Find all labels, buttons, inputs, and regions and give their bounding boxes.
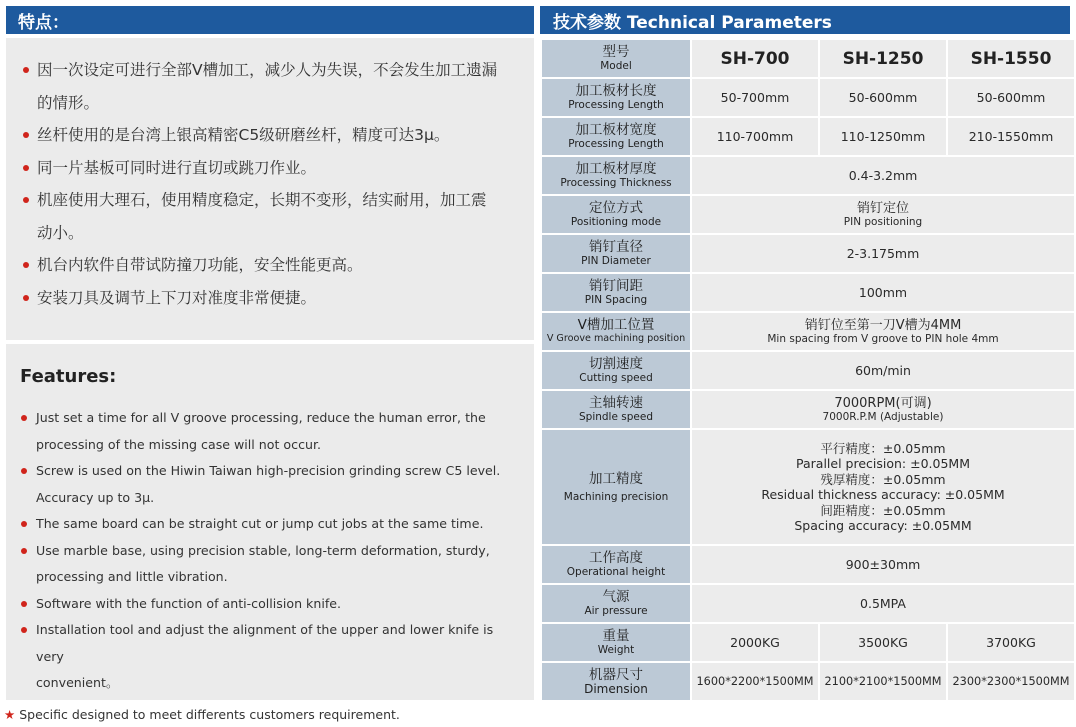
label-processing-length: 加工板材长度 Processing Length (542, 79, 690, 116)
table-cell: 110-1250mm (820, 118, 946, 155)
tech-params-header: 技术参数 Technical Parameters (540, 6, 1070, 34)
list-item: Use marble base, using precision stable, long-term deformation, sturdy, (20, 538, 520, 565)
list-item: Screw is used on the Hiwin Taiwan high-precision grinding screw C5 level. (20, 458, 520, 485)
label-machining-precision: 加工精度 Machining precision (542, 430, 690, 544)
table-cell: 2-3.175mm (692, 235, 1074, 272)
features-cn-panel (6, 38, 534, 340)
table-cell: 7000RPM(可调) 7000R.P.M (Adjustable) (692, 391, 1074, 428)
table-row-model (542, 40, 1074, 77)
table-cell: 50-600mm (948, 79, 1074, 116)
table-row-width (542, 118, 1074, 155)
list-item-continued: 的情形。 (37, 93, 100, 112)
table-cell: 3700KG (948, 624, 1074, 661)
table-row-pin-diameter (542, 235, 1074, 272)
label-pin-diameter: 销钉直径 PIN Diameter (542, 235, 690, 272)
table-cell: 2100*2100*1500MM (820, 663, 946, 700)
table-row-air (542, 585, 1074, 622)
list-item: Just set a time for all V groove processing, reduce the human error, the (20, 405, 520, 432)
list-item-continued: Accuracy up to 3μ. (36, 489, 155, 505)
table-cell: 1600*2200*1500MM (692, 663, 818, 700)
list-item: Software with the function of anti-collision knife. (20, 591, 520, 618)
table-cell: 0.4-3.2mm (692, 157, 1074, 194)
table-row-thickness (542, 157, 1074, 194)
table-row-weight (542, 624, 1074, 661)
table-row-length (542, 79, 1074, 116)
footnote-text: Specific designed to meet differents customers requirement. (19, 707, 400, 722)
label-air-pressure: 气源 Air pressure (542, 585, 690, 622)
table-row-dimension (542, 663, 1074, 700)
list-item: 同一片基板可同时进行直切或跳刀作业。 (22, 152, 520, 185)
label-weight: 重量 Weight (542, 624, 690, 661)
table-cell: 110-700mm (692, 118, 818, 155)
table-cell: 平行精度：±0.05mm Parallel precision: ±0.05MM 残厚精度：±0.05mm Residual thickness accuracy: ±0.05MM 间距精度：±0.05mm Spacing accuracy: ±0.05MM (692, 430, 1074, 544)
label-processing-width: 加工板材宽度 Processing Length (542, 118, 690, 155)
list-item: 丝杆使用的是台湾上银高精密C5级研磨丝杆，精度可达3μ。 (22, 119, 520, 152)
table-cell: 2300*2300*1500MM (948, 663, 1074, 700)
table-row-positioning (542, 196, 1074, 233)
label-spindle-speed: 主轴转速 Spindle speed (542, 391, 690, 428)
table-cell: 销钉位至第一刀V槽为4MM Min spacing from V groove to PIN hole 4mm (692, 313, 1074, 350)
list-item: 机台内软件自带试防撞刀功能，安全性能更高。 (22, 249, 520, 282)
label-cutting-speed: 切割速度 Cutting speed (542, 352, 690, 389)
table-cell: 50-600mm (820, 79, 946, 116)
model-sh-1250: SH-1250 (820, 40, 946, 77)
label-model: 型号 Model (542, 40, 690, 77)
list-item: 安装刀具及调节上下刀对准度非常便捷。 (22, 282, 520, 315)
label-processing-thickness: 加工板材厚度 Processing Thickness (542, 157, 690, 194)
table-cell: 900±30mm (692, 546, 1074, 583)
table-cell: 0.5MPA (692, 585, 1074, 622)
features-cn-header: 特点： (6, 6, 534, 34)
tech-params-table (540, 38, 1076, 702)
label-vgroove-position: V槽加工位置 V Groove machining position (542, 313, 690, 350)
table-row-vgroove (542, 313, 1074, 350)
model-sh-1550: SH-1550 (948, 40, 1074, 77)
table-cell: 50-700mm (692, 79, 818, 116)
label-dimension: 机器尺寸 Dimension (542, 663, 690, 700)
star-icon: ★ (4, 707, 16, 722)
table-row-spindle-speed (542, 391, 1074, 428)
features-en-list (20, 405, 520, 697)
label-operational-height: 工作高度 Operational height (542, 546, 690, 583)
features-cn-list (22, 54, 520, 314)
table-cell: 3500KG (820, 624, 946, 661)
list-item-continued: 动小。 (37, 223, 84, 242)
label-pin-spacing: 销钉间距 PIN Spacing (542, 274, 690, 311)
model-sh-700: SH-700 (692, 40, 818, 77)
table-cell: 100mm (692, 274, 1074, 311)
list-item-continued: convenient。 (36, 675, 119, 690)
label-positioning-mode: 定位方式 Positioning mode (542, 196, 690, 233)
list-item-continued: processing of the missing case will not occur. (36, 436, 321, 452)
list-item: 因一次设定可进行全部V槽加工，减少人为失误，不会发生加工遗漏 (22, 54, 520, 87)
list-item-continued: processing and little vibration. (36, 569, 228, 584)
table-cell: 2000KG (692, 624, 818, 661)
table-cell: 销钉定位 PIN positioning (692, 196, 1074, 233)
list-item: The same board can be straight cut or jump cut jobs at the same time. (20, 511, 520, 538)
list-item: 机座使用大理石，使用精度稳定，长期不变形，结实耐用，加工震 (22, 184, 520, 217)
features-title: Features: (20, 366, 117, 387)
table-cell: 210-1550mm (948, 118, 1074, 155)
features-en-panel (6, 344, 534, 700)
list-item: Installation tool and adjust the alignment of the upper and lower knife is very (20, 617, 520, 670)
table-row-cutting-speed (542, 352, 1074, 389)
table-row-height (542, 546, 1074, 583)
table-row-precision (542, 430, 1074, 544)
footnote (4, 707, 400, 722)
table-row-pin-spacing (542, 274, 1074, 311)
table-cell: 60m/min (692, 352, 1074, 389)
